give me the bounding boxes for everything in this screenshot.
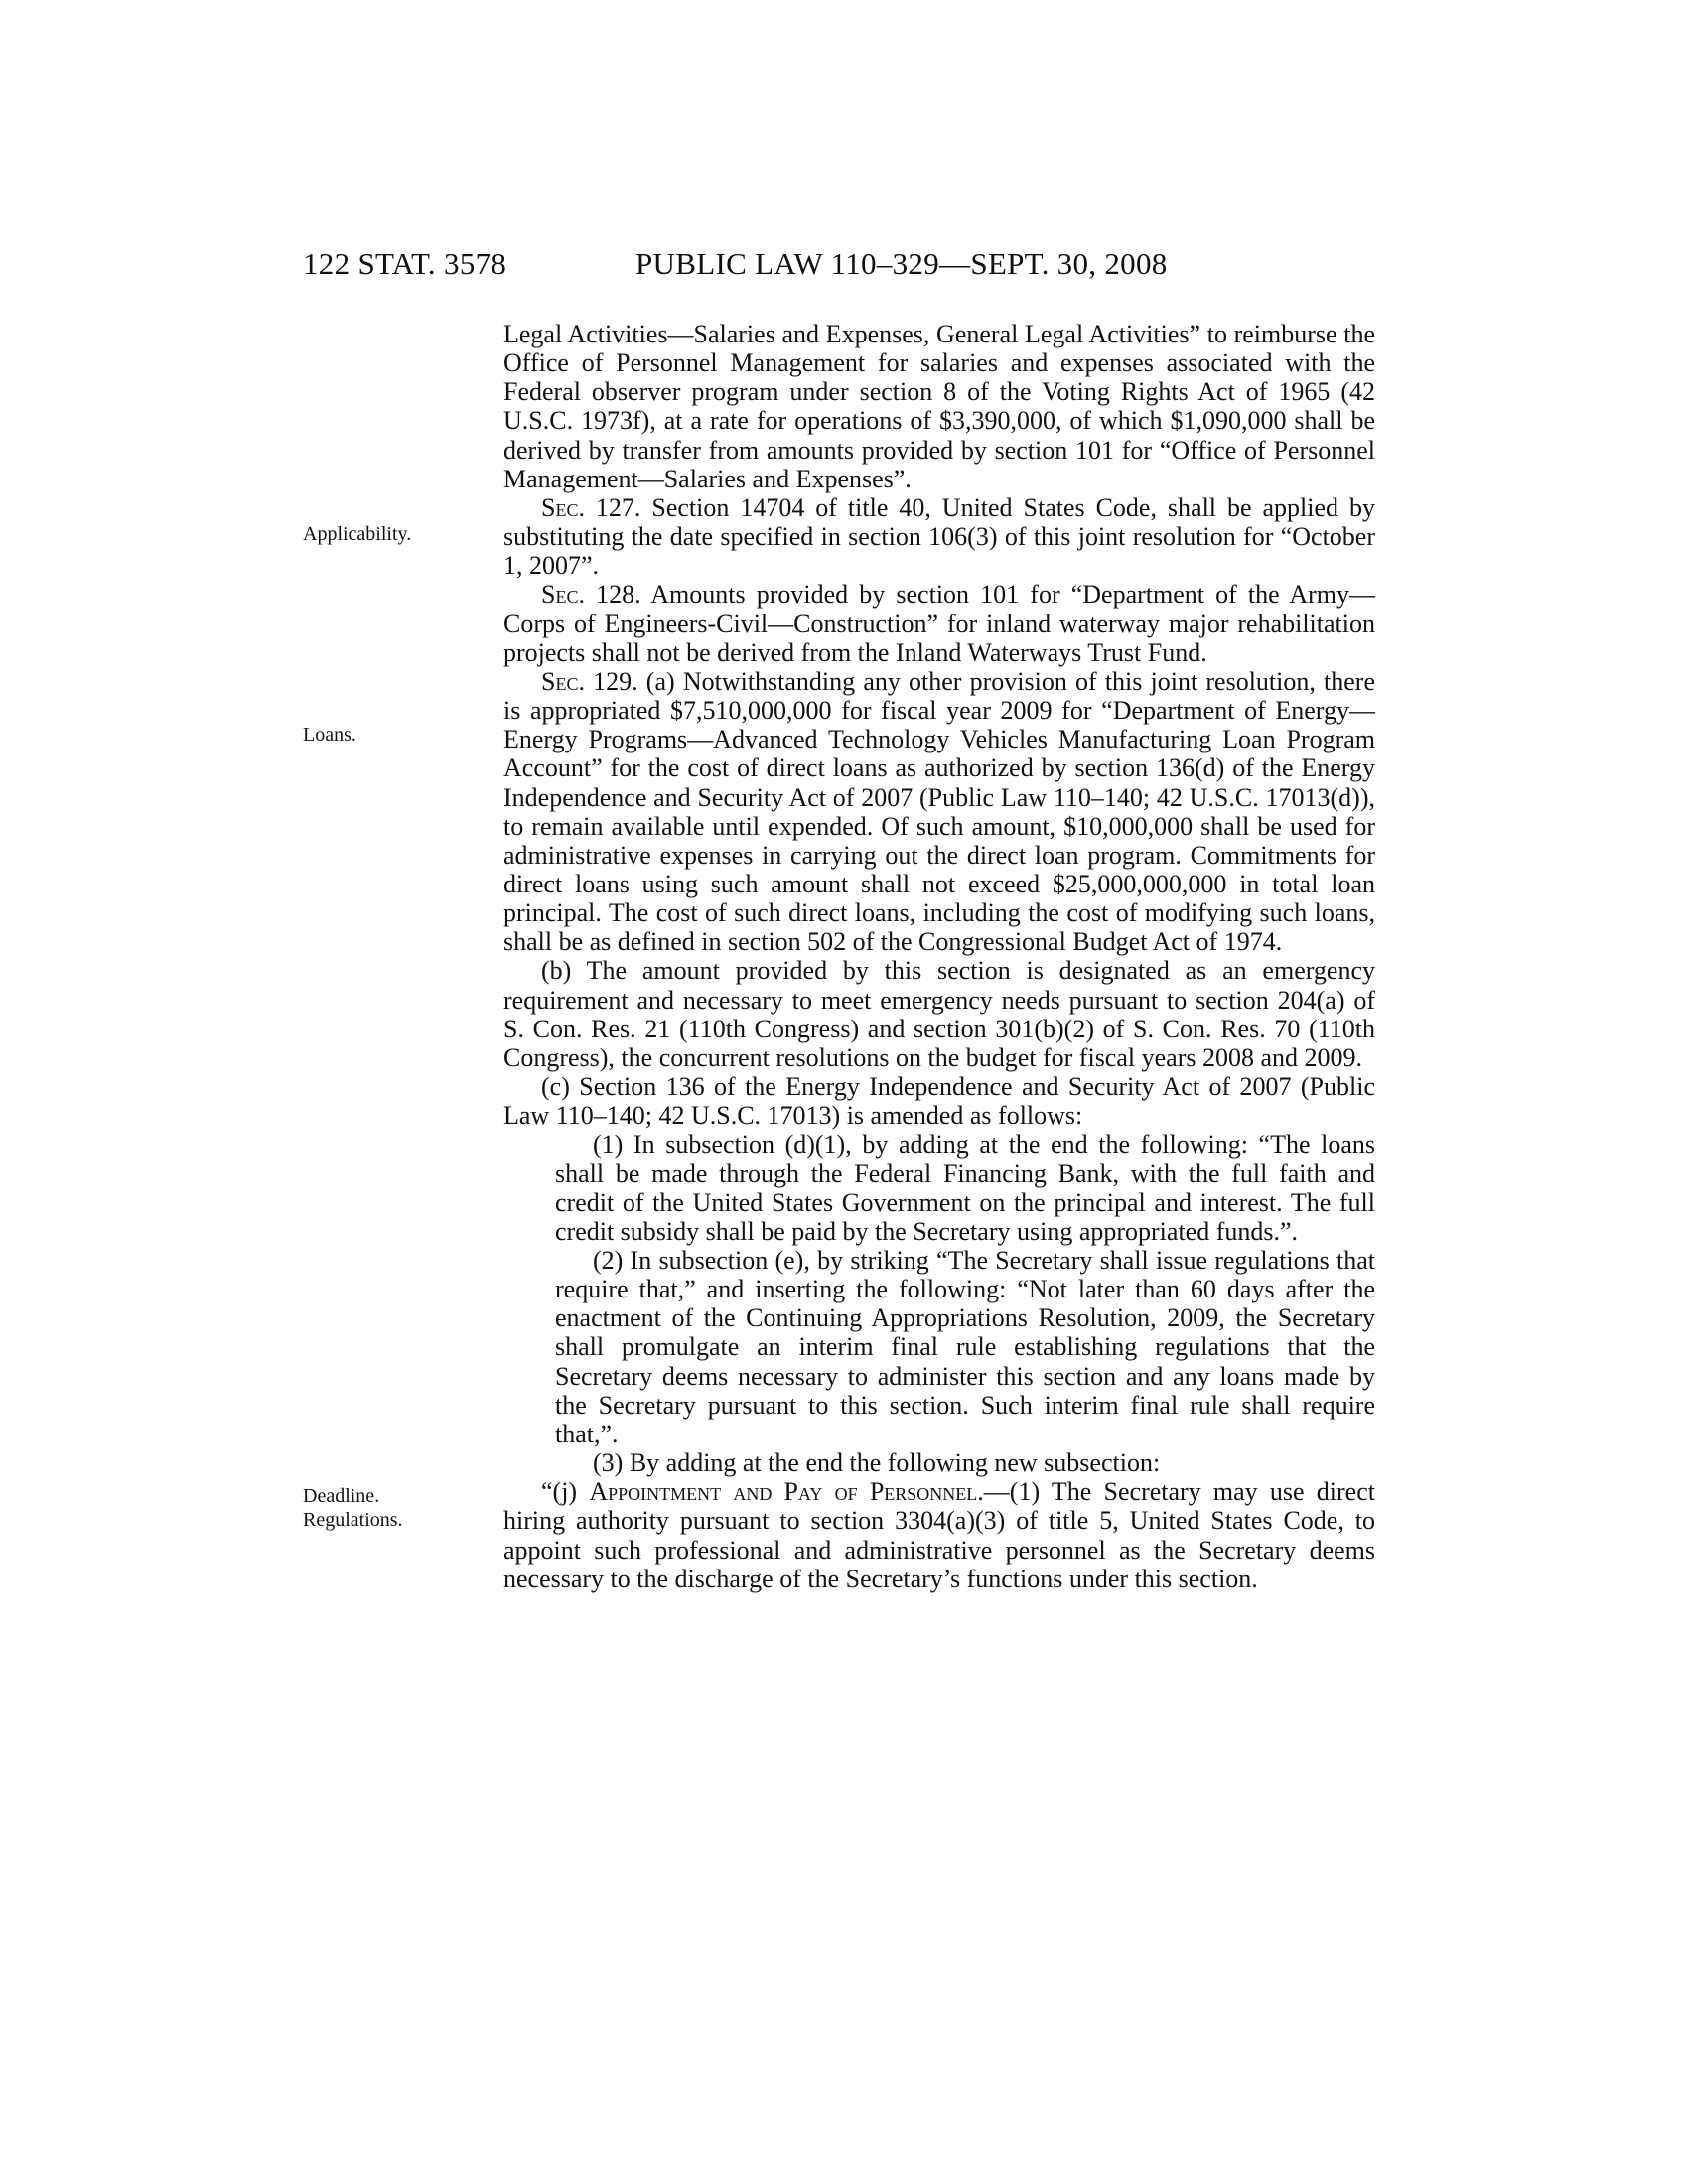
margin-note-deadline: Deadline. <box>303 1485 380 1507</box>
margin-note-loans: Loans. <box>303 724 356 746</box>
section-129 <box>503 667 1375 957</box>
law-title: PUBLIC LAW 110–329—SEPT. 30, 2008 <box>635 246 1168 281</box>
paragraph-c-2: (2) In subsection (e), by striking “The Secretary shall issue regulations that require that,” and inserting the following: “Not later than 60 days after the enactment of the Continuing Appropriations Resolution, 2009, the Secretary shall promulgate an interim final rule establishing regulations that the Secretary deems necessary to administer this section and any loans made by the Secretary pursuant to this section. Such interim final rule shall require that,”. <box>555 1246 1375 1448</box>
paragraph-c-3: (3) By adding at the end the following new subsection: <box>593 1448 1161 1478</box>
subsection-b: (b) The amount provided by this section is designated as an emergency requirement and necessary to meet emergency needs pursuant to section 204(a) of S. Con. Res. 21 (110th Congress) and section 301(b)(2) of S. Con. Res. 70 (110th Congress), the concurrent resolutions on the budget for fiscal years 2008 and 2009. <box>503 956 1375 1072</box>
subsection-j <box>503 1477 1375 1593</box>
section-128 <box>503 580 1375 666</box>
section-128-text: 128. Amounts provided by section 101 for “Department of the Army—Corps of Engineers-Civil—Construction” for inland waterway major rehabilitation projects shall not be derived from the Inland Waterways Trust Fund. <box>503 580 1375 667</box>
margin-note-regulations: Regulations. <box>303 1509 403 1531</box>
subsection-j-open: “(j) <box>541 1477 590 1507</box>
section-label: Sec. <box>541 492 585 522</box>
subsection-j-heading: Appointment and Pay of Personnel <box>589 1477 978 1507</box>
paragraph-c-1: (1) In subsection (d)(1), by adding at the end the following: “The loans shall be made through the Federal Financing Bank, with the full faith and credit of the United States Government on the principal and interest. The full credit subsidy shall be paid by the Secretary using appropriated funds.”. <box>555 1130 1375 1246</box>
section-129-text: 129. (a) Notwithstanding any other provision of this joint resolution, there is appropriated $7,510,000,000 for fiscal year 2009 for “Department of Energy—Energy Programs—Advanced Technology Vehicles Manufacturing Loan Program Account” for the cost of direct loans as authorized by section 136(d) of the Energy Independence and Security Act of 2007 (Public Law 110–140; 42 U.S.C. 17013(d)), to remain available until expended. Of such amount, $10,000,000 shall be used for administrative expenses in carrying out the direct loan program. Commitments for direct loans using such amount shall not exceed $25,000,000,000 in total loan principal. The cost of such direct loans, including the cost of modifying such loans, shall be as defined in section 502 of the Congressional Budget Act of 1974. <box>503 666 1375 957</box>
section-label: Sec. <box>541 666 585 696</box>
paragraph-continuation: Legal Activities—Salaries and Expenses, General Legal Activities” to reimburse the Office of Personnel Management for salaries and expenses associated with the Federal observer program under section 8 of the Voting Rights Act of 1965 (42 U.S.C. 1973f), at a rate for operations of $3,390,000, of which $1,090,000 shall be derived by transfer from amounts provided by section 101 for “Office of Personnel Management—Salaries and Expenses”. <box>503 320 1375 493</box>
page-header <box>303 244 1375 284</box>
document-body <box>503 320 1375 1593</box>
section-label: Sec. <box>541 580 585 610</box>
section-127-text: 127. Section 14704 of title 40, United States Code, shall be applied by substituting the date specified in section 106(3) of this joint resolution for “October 1, 2007”. <box>503 492 1375 581</box>
margin-note-applicability: Applicability. <box>303 523 412 545</box>
stat-citation: 122 STAT. 3578 <box>303 246 507 281</box>
section-127 <box>503 493 1375 580</box>
subsection-j-text: .—(1) The Secretary may use direct hiring authority pursuant to section 3304(a)(3) of title 5, United States Code, to appoint such professional and administrative personnel as the Secretary deems necessary to the discharge of the Secretary’s functions under this section. <box>503 1477 1375 1593</box>
subsection-c: (c) Section 136 of the Energy Independence and Security Act of 2007 (Public Law 110–140; 42 U.S.C. 17013) is amended as follows: <box>503 1072 1375 1131</box>
